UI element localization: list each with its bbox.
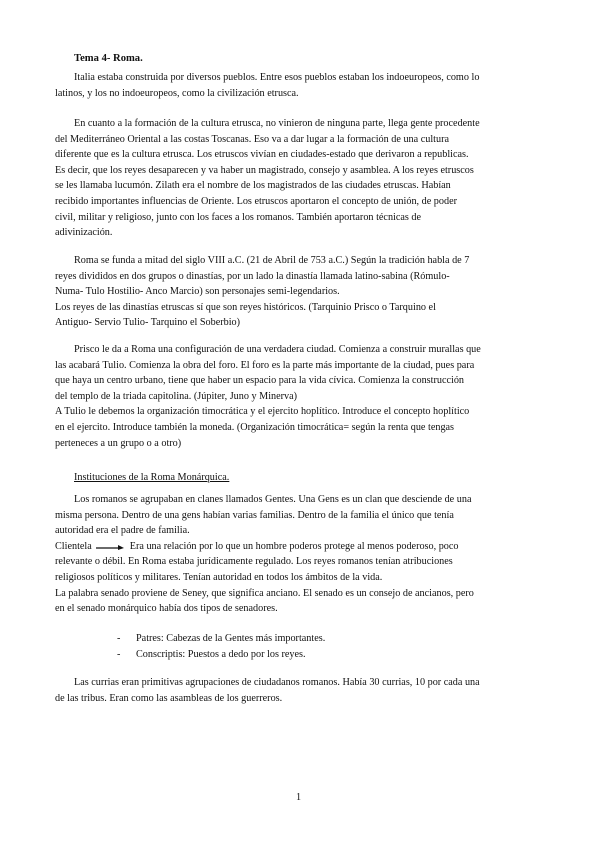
paragraph-line: en el ejercito. Introduce también la moneda. (Organización timocrática= según la renta que tengas [55, 421, 455, 433]
paragraph-italia [55, 70, 555, 101]
paragraph-fundacion [55, 253, 555, 331]
paragraph-line: Los romanos se agrupaban en clanes llamados Gentes. Una Gens es un clan que desciende de una [74, 494, 472, 505]
paragraph-line: Roma se funda a mitad del siglo VIII a.C. (21 de Abril de 753 a.C.) Según la tradición habla de 7 [74, 255, 470, 266]
paragraph-line: latinos, y los no indoeuropeos, como la civilización etrusca. [55, 87, 299, 99]
paragraph-line: en el senado monárquico había dos tipos de senadores. [55, 603, 278, 615]
paragraph-line: A Tulio le debemos la organización timocrática y el ejercito hoplítico. Introduce el concepto hoplítico [55, 406, 470, 418]
clientela-term: Clientela [55, 540, 92, 552]
paragraph-line: religiosos políticos y militares. Tenían autoridad en todos los ámbitos de la vida. [55, 571, 383, 583]
paragraph-line: relevante o débil. En Roma estaba jurídicamente regulado. Los reyes romanos tenían atribuciones [55, 556, 453, 568]
senadores-list [117, 631, 325, 662]
paragraph-line: se les llamaba lucumón. Zilath era el nombre de los magistrados de las ciudades etruscas. Habían [55, 180, 451, 192]
paragraph-line: adivinización. [55, 227, 113, 239]
paragraph-line: recibido importantes influencias de Oriente. Los etruscos aportaron el concepto de unión, de poder [55, 195, 457, 207]
right-arrow-icon [96, 542, 124, 550]
paragraph-line: Italia estaba construida por diversos pueblos. Entre esos pueblos estaban los indoeuropeos, como lo [74, 72, 480, 83]
paragraph-line: Numa- Tulo Hostilio- Anco Marcio) son personajes semi-legendarios. [55, 286, 340, 298]
paragraph-line: perteneces a un grupo o a otro) [55, 437, 182, 449]
paragraph-line: misma persona. Dentro de una gens habían varias familias. Dentro de la familia el único que tenía [55, 509, 454, 521]
paragraph-line: del templo de la triada capitolina. (Júpiter, Juno y Minerva) [55, 390, 298, 402]
paragraph-prisco-tulio [55, 342, 555, 451]
page-number: 1 [296, 792, 302, 803]
paragraph-line: autoridad era el padre de familia. [55, 525, 190, 537]
paragraph-line: Es decir, que los reyes desaparecen y va haber un magistrado, consejo y asamblea. A los reyes etruscos [55, 164, 474, 176]
list-item [117, 647, 325, 663]
clientela-line [55, 539, 555, 555]
paragraph-line: las acabará Tulio. Comienza la obra del foro. El foro es la parte más importante de la ciudad, pues para [55, 359, 475, 371]
paragraph-line: Antiguo- Servio Tulio- Tarquino el Soberbio) [55, 317, 241, 329]
paragraph-line: Las currias eran primitivas agrupaciones de ciudadanos romanos. Había 30 currias, 10 por cada una [74, 677, 480, 688]
paragraph-currias [55, 675, 555, 706]
paragraph-line: En cuanto a la formación de la cultura etrusca, no vinieron de ninguna parte, llega gente procedente [74, 118, 480, 129]
paragraph-line: diferente que es la cultura etrusca. Los etruscos vivían en ciudades-estado que derivaron a republicas. [55, 149, 469, 161]
list-item-text: Conscriptis: Puestos a dedo por los reyes. [136, 648, 306, 660]
paragraph-line: Los reyes de las dinastías etruscas sí que son reyes históricos. (Tarquinio Prisco o Tarquino el [55, 301, 436, 313]
paragraph-gentes [55, 492, 555, 617]
list-item-text: Patres: Cabezas de la Gentes más importantes. [136, 633, 326, 644]
bullet-dash: - [117, 648, 121, 660]
document-title: Tema 4- Roma. [74, 53, 143, 64]
paragraph-line: de las tribus. Eran como las asambleas de los guerreros. [55, 692, 283, 704]
paragraph-line: del Mediterráneo Oriental a las costas Toscanas. Eso va a dar lugar a la formación de una cultura [55, 133, 449, 145]
paragraph-line: reyes divididos en dos grupos o dinastías, por un lado la dinastía llamada latino-sabina (Rómulo- [55, 270, 450, 282]
clientela-definition: Era una relación por lo que un hombre poderos protege al menos poderoso, poco [129, 540, 459, 552]
paragraph-line: que haya un centro urbano, tiene que haber un espacio para la vida cívica. Comienza la construcción [55, 375, 465, 387]
paragraph-etruscos [55, 116, 555, 241]
list-item [117, 631, 325, 647]
paragraph-line: civil, militar y religioso, junto con los faces a los romanos. También aportaron técnicas de [55, 211, 422, 223]
paragraph-line: Prisco le da a Roma una configuración de una verdadera ciudad. Comienza a construir murallas que [74, 344, 481, 355]
bullet-dash: - [117, 633, 121, 644]
section-heading: Instituciones de la Roma Monárquica. [74, 472, 230, 483]
paragraph-line: La palabra senado proviene de Seney, que significa anciano. El senado es un consejo de ancianos, pero [55, 587, 474, 599]
